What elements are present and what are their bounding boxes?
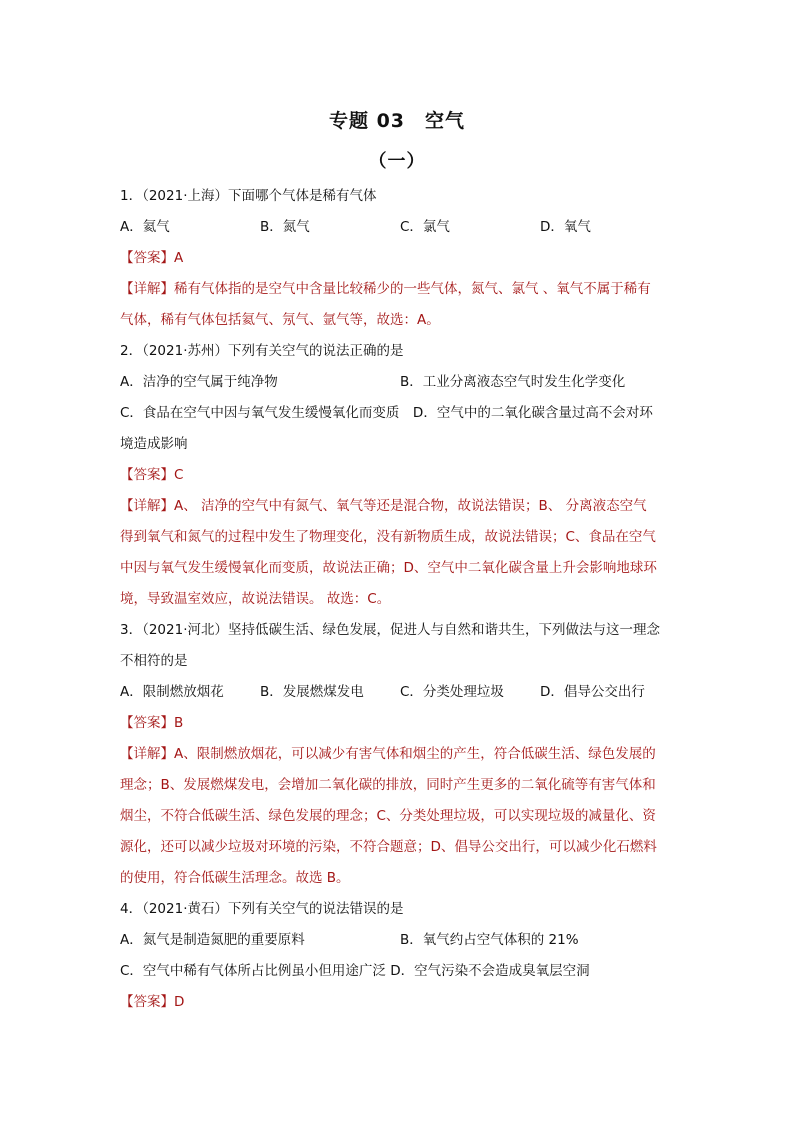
question-list bbox=[120, 181, 680, 1018]
q2-options-row2: C．食品在空气中因与氧气发生缓慢氧化而变质 D．空气中的二氧化碳含量过高不会对环 bbox=[120, 405, 653, 421]
q4-stem: 4．（2021·黄石）下列有关空气的说法错误的是 bbox=[120, 901, 404, 917]
q1-answer-label: 【答案】 bbox=[120, 250, 174, 266]
q1-detail bbox=[120, 274, 680, 336]
q3-detail-label: 【详解】 bbox=[120, 746, 174, 762]
q1-option-a: A．氦气 bbox=[120, 219, 170, 235]
q2-detail-line: 得到氧气和氮气的过程中发生了物理变化，没有新物质生成，故说法错误；C、食品在空气 bbox=[120, 529, 656, 545]
q3-detail-line: 源化，还可以减少垃圾对环境的污染，不符合题意；D、倡导公交出行，可以减少化石燃料 bbox=[120, 839, 657, 855]
q3-stem-line1: 3．（2021·河北）坚持低碳生活、绿色发展，促进人与自然和谐共生，下列做法与这一理念 bbox=[120, 622, 660, 638]
q2-answer-label: 【答案】 bbox=[120, 467, 174, 483]
q2-detail-line: 中因与氧气发生缓慢氧化而变质，故说法正确；D、空气中二氧化碳含量上升会影响地球环 bbox=[120, 560, 657, 576]
q1-answer bbox=[120, 243, 680, 274]
q2-stem: 2．（2021·苏州）下列有关空气的说法正确的是 bbox=[120, 343, 404, 359]
q3-option-c: C．分类处理垃圾 bbox=[400, 684, 504, 700]
q1-answer-value: A bbox=[174, 250, 184, 266]
q2-options-row3: 境造成影响 bbox=[120, 436, 188, 452]
q1-options bbox=[120, 212, 680, 243]
q3-detail-line: 理念；B、发展燃煤发电，会增加二氧化碳的排放，同时产生更多的二氧化硫等有害气体和 bbox=[120, 777, 656, 793]
q1-detail-line: 气体，稀有气体包括氦气、氖气、氩气等，故选：A。 bbox=[120, 312, 440, 328]
q1-option-b: B．氮气 bbox=[260, 219, 310, 235]
q3-detail-line: 烟尘，不符合低碳生活、绿色发展的理念；C、分类处理垃圾，可以实现垃圾的减量化、资 bbox=[120, 808, 656, 824]
page-subtitle: （一） bbox=[368, 151, 426, 172]
q1-stem: 1．（2021·上海）下面哪个气体是稀有气体 bbox=[120, 188, 377, 204]
q3-option-b: B．发展燃煤发电 bbox=[260, 684, 364, 700]
q1-option-d: D．氧气 bbox=[540, 219, 591, 235]
q2-option-b: B．工业分离液态空气时发生化学变化 bbox=[400, 374, 626, 390]
q2-detail bbox=[120, 491, 680, 615]
q4-answer bbox=[120, 987, 680, 1018]
q1-option-c: C．氯气 bbox=[400, 219, 450, 235]
q4-options-row1 bbox=[120, 925, 680, 956]
q3-detail bbox=[120, 739, 680, 894]
q3-option-d: D．倡导公交出行 bbox=[540, 684, 645, 700]
q3-answer-label: 【答案】 bbox=[120, 715, 174, 731]
page-title: 专题 03 空气 bbox=[328, 110, 466, 132]
q4-answer-value: D bbox=[174, 994, 185, 1010]
q3-detail-line: 的使用，符合低碳生活理念。故选 B。 bbox=[120, 870, 350, 886]
q2-answer bbox=[120, 460, 680, 491]
q3-option-a: A．限制燃放烟花 bbox=[120, 684, 224, 700]
q3-stem-line2: 不相符的是 bbox=[120, 653, 188, 669]
q2-detail-line: 境，导致温室效应，故说法错误。 故选：C。 bbox=[120, 591, 391, 607]
q4-answer-label: 【答案】 bbox=[120, 994, 174, 1010]
q3-detail-line: A、限制燃放烟花，可以减少有害气体和烟尘的产生，符合低碳生活、绿色发展的 bbox=[174, 746, 656, 762]
q2-options-row1 bbox=[120, 367, 680, 398]
q1-detail-line: 稀有气体指的是空气中含量比较稀少的一些气体，氮气、氯气 、氧气不属于稀有 bbox=[174, 281, 651, 297]
q2-detail-label: 【详解】 bbox=[120, 498, 174, 514]
q3-answer bbox=[120, 708, 680, 739]
q4-option-a: A．氮气是制造氮肥的重要原料 bbox=[120, 932, 305, 948]
q2-detail-line: A、 洁净的空气中有氮气、氧气等还是混合物，故说法错误；B、 分离液态空气 bbox=[174, 498, 647, 514]
q4-options-row2: C．空气中稀有气体所占比例虽小但用途广泛 D．空气污染不会造成臭氧层空洞 bbox=[120, 963, 590, 979]
q4-option-b: B．氧气约占空气体积的 21% bbox=[400, 932, 579, 948]
q2-option-a: A．洁净的空气属于纯净物 bbox=[120, 374, 278, 390]
q1-detail-label: 【详解】 bbox=[120, 281, 174, 297]
q2-answer-value: C bbox=[174, 467, 184, 483]
q3-options bbox=[120, 677, 680, 708]
q3-answer-value: B bbox=[174, 715, 184, 731]
